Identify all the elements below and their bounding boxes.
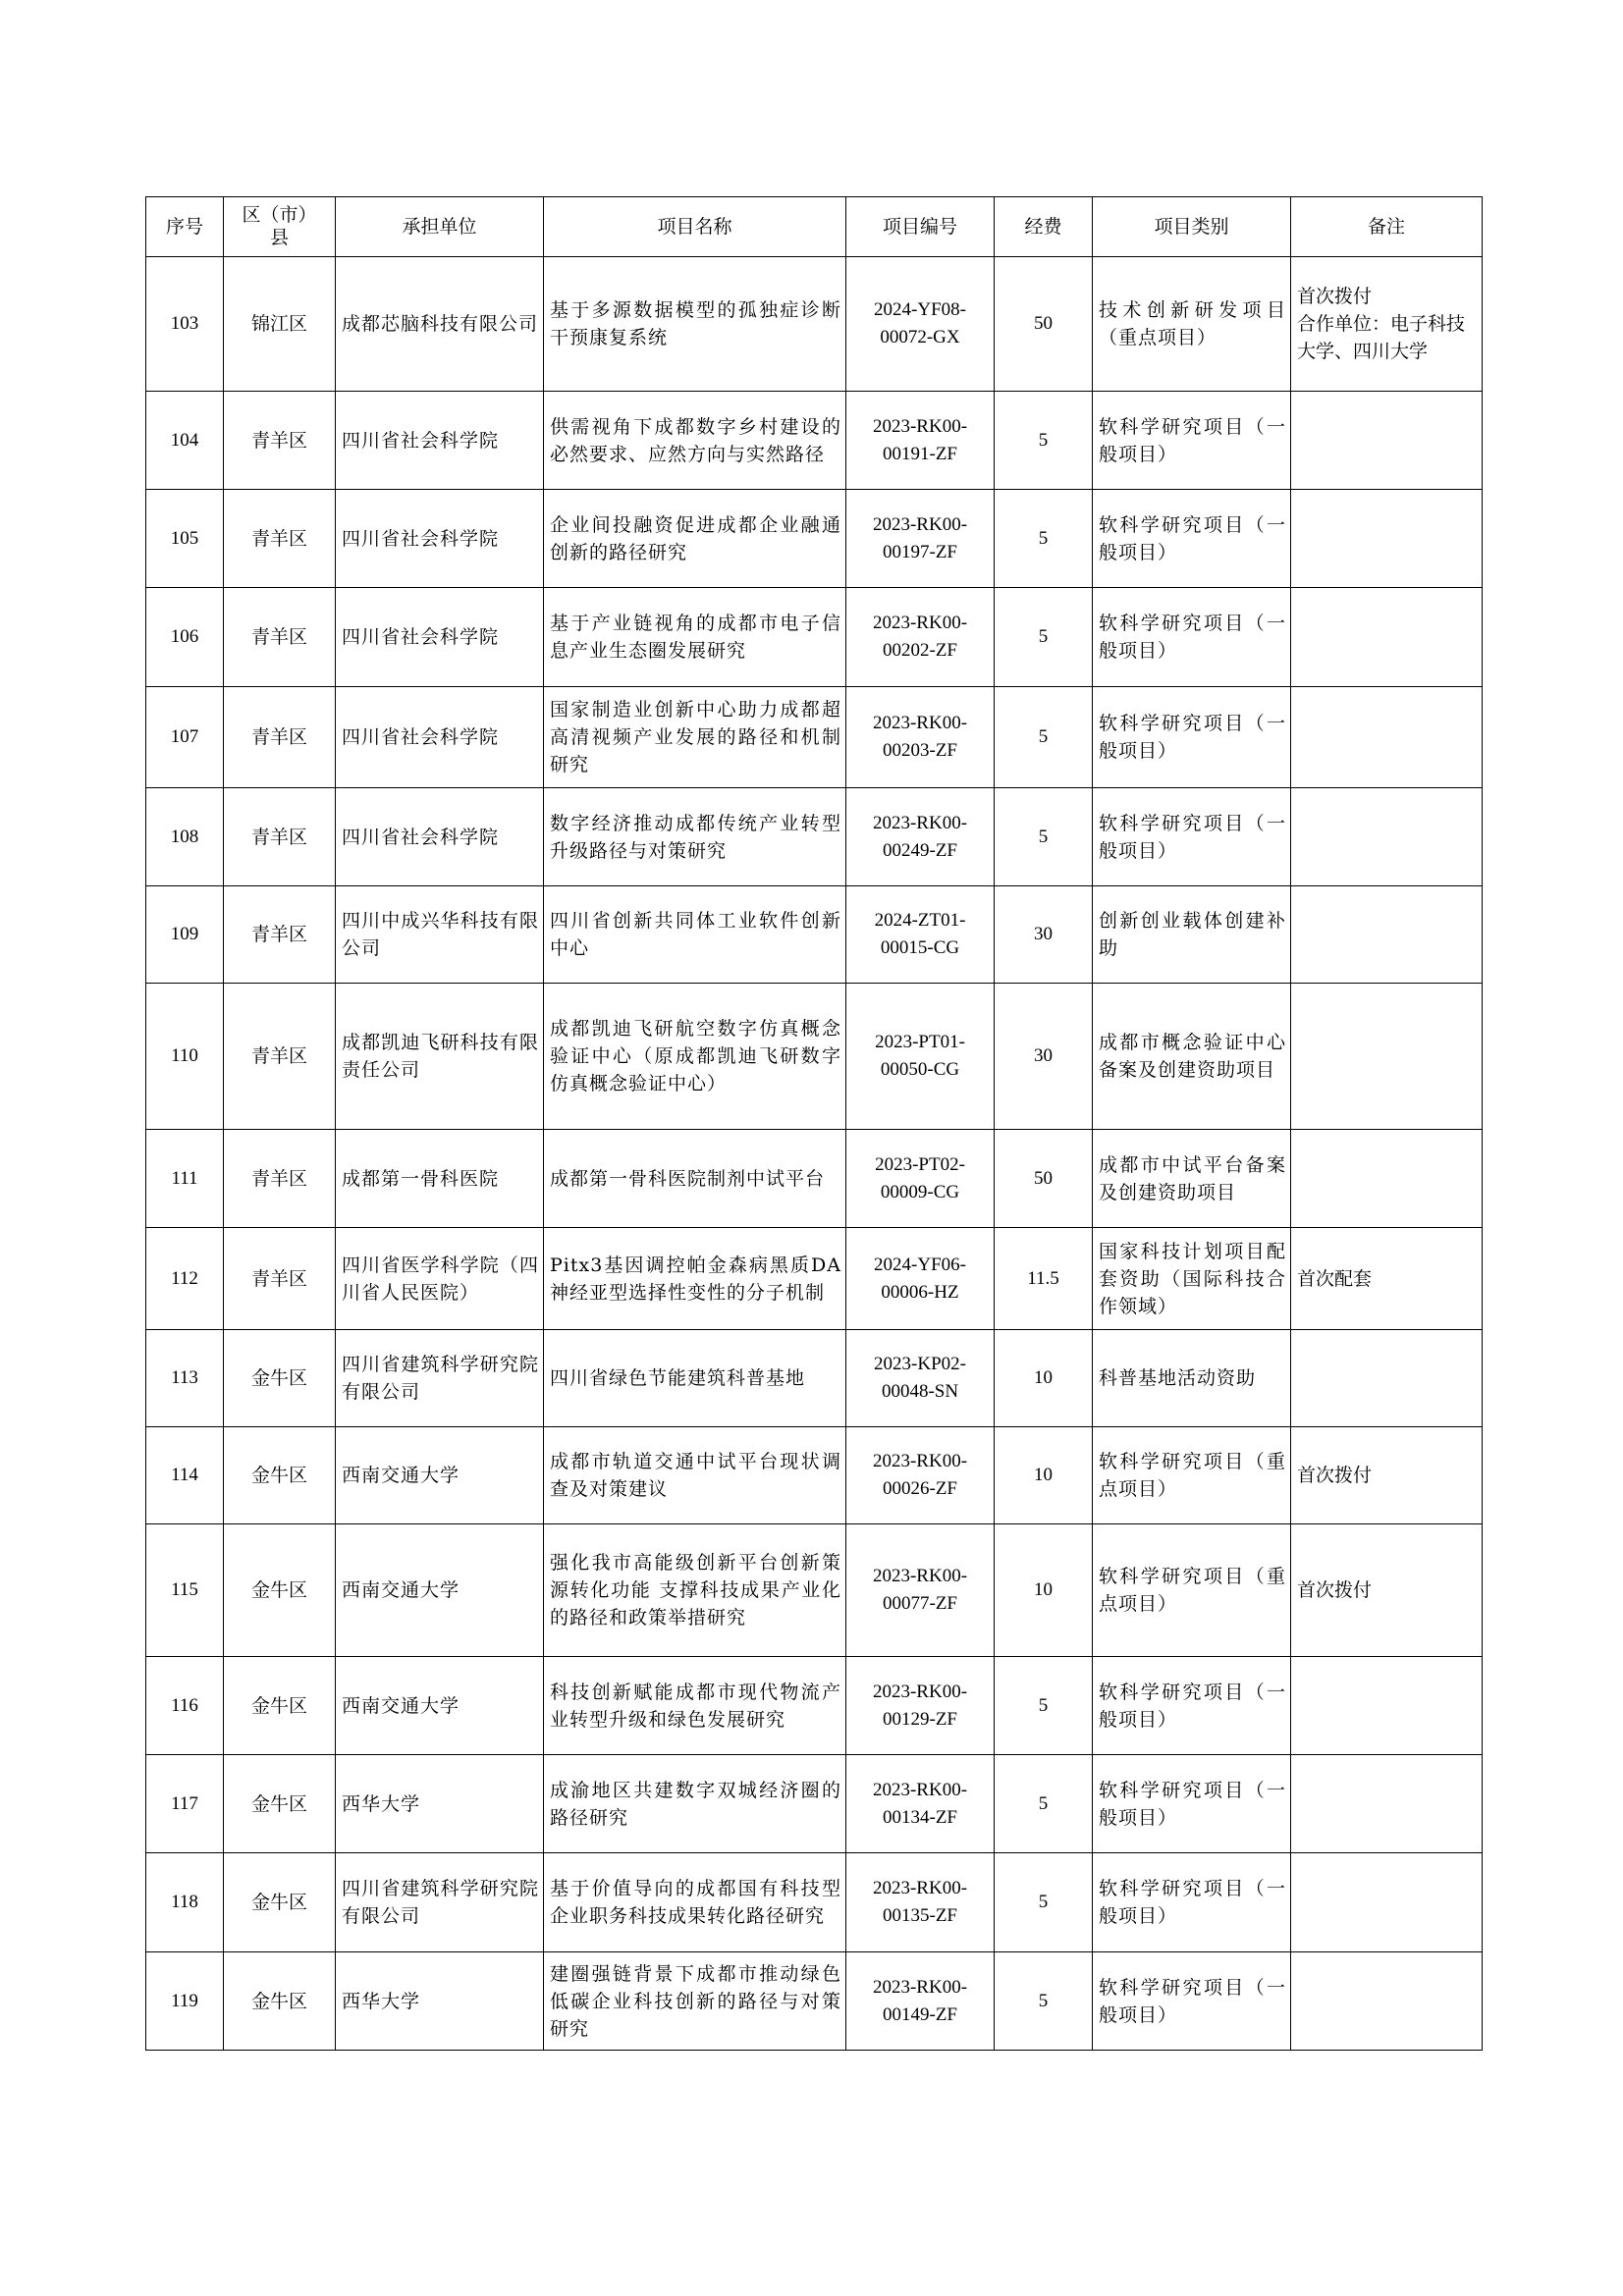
- row-remarks: [1291, 490, 1483, 588]
- project-code-line2: 00203-ZF: [883, 740, 957, 761]
- row-project-name: 科技创新赋能成都市现代物流产业转型升级和绿色发展研究: [544, 1657, 846, 1755]
- table-row: [146, 588, 1483, 687]
- project-code-line1: 2023-RK00-: [872, 1976, 968, 1998]
- row-project-name: 基于价值导向的成都国有科技型企业职务科技成果转化路径研究: [544, 1853, 846, 1952]
- row-funding: 5: [995, 1755, 1093, 1853]
- project-code-line2: 00072-GX: [880, 327, 960, 347]
- row-category: 软科学研究项目（一般项目）: [1093, 1657, 1291, 1755]
- table-row: [146, 1130, 1483, 1228]
- row-funding: 5: [995, 1657, 1093, 1755]
- row-funding: 30: [995, 886, 1093, 984]
- row-project-name: 成都市轨道交通中试平台现状调查及对策建议: [544, 1427, 846, 1524]
- header-district-line1: 区（市）: [242, 204, 317, 227]
- project-code-line1: 2023-RK00-: [872, 1779, 968, 1800]
- row-unit: 四川省社会科学院: [336, 490, 544, 588]
- row-funding: 5: [995, 1952, 1093, 2051]
- row-funding: 11.5: [995, 1228, 1093, 1330]
- row-category: 技术创新研发项目（重点项目）: [1093, 257, 1291, 392]
- row-category: 成都市概念验证中心备案及创建资助项目: [1093, 984, 1291, 1130]
- project-code-line2: 00006-HZ: [881, 1281, 959, 1303]
- row-index: 114: [146, 1427, 224, 1524]
- row-funding: 5: [995, 392, 1093, 490]
- row-project-name: 基于产业链视角的成都市电子信息产业生态圈发展研究: [544, 588, 846, 687]
- row-remarks: [1291, 392, 1483, 490]
- row-district: 青羊区: [224, 1228, 336, 1330]
- row-project-code: [846, 1130, 995, 1228]
- project-code-line2: 00149-ZF: [883, 2003, 957, 2025]
- row-district: 金牛区: [224, 1755, 336, 1853]
- row-remarks: 首次配套: [1291, 1228, 1483, 1330]
- row-remarks: [1291, 1755, 1483, 1853]
- row-category: 软科学研究项目（一般项目）: [1093, 1755, 1291, 1853]
- row-project-code: [846, 1657, 995, 1755]
- header-unit: 承担单位: [336, 197, 544, 257]
- table-header-row: [146, 197, 1483, 257]
- row-project-name: 强化我市高能级创新平台创新策源转化功能 支撑科技成果产业化的路径和政策举措研究: [544, 1524, 846, 1657]
- row-index: 103: [146, 257, 224, 392]
- table-body: [146, 257, 1483, 2051]
- row-district: 青羊区: [224, 886, 336, 984]
- row-project-code: [846, 588, 995, 687]
- row-project-code: [846, 1330, 995, 1427]
- row-category: 软科学研究项目（一般项目）: [1093, 1853, 1291, 1952]
- row-project-name: 国家制造业创新中心助力成都超高清视频产业发展的路径和机制研究: [544, 687, 846, 788]
- table-row: [146, 1952, 1483, 2051]
- project-code-line2: 00026-ZF: [883, 1478, 957, 1499]
- project-code-line2: 00050-CG: [880, 1059, 960, 1080]
- project-code-line1: 2023-PT02-: [875, 1153, 965, 1175]
- row-district: 青羊区: [224, 984, 336, 1130]
- row-district: 青羊区: [224, 392, 336, 490]
- row-funding: 10: [995, 1330, 1093, 1427]
- row-remarks: [1291, 984, 1483, 1130]
- row-remarks: [1291, 687, 1483, 788]
- row-index: 107: [146, 687, 224, 788]
- row-project-code: [846, 392, 995, 490]
- row-remarks: [1291, 1130, 1483, 1228]
- row-unit: 西南交通大学: [336, 1427, 544, 1524]
- row-index: 106: [146, 588, 224, 687]
- table-row: [146, 1755, 1483, 1853]
- header-funding: 经费: [995, 197, 1093, 257]
- project-code-line2: 00249-ZF: [883, 839, 957, 861]
- row-category: 软科学研究项目（一般项目）: [1093, 392, 1291, 490]
- project-code-line1: 2023-KP02-: [874, 1354, 966, 1374]
- row-remarks: [1291, 788, 1483, 886]
- row-district: 青羊区: [224, 687, 336, 788]
- project-code-line1: 2023-RK00-: [872, 513, 968, 535]
- row-unit: 成都凯迪飞研科技有限责任公司: [336, 984, 544, 1130]
- row-funding: 50: [995, 257, 1093, 392]
- row-project-name: 成都第一骨科医院制剂中试平台: [544, 1130, 846, 1228]
- project-code-line1: 2023-RK00-: [872, 1566, 968, 1586]
- row-remarks: [1291, 1952, 1483, 2051]
- row-district: 金牛区: [224, 1524, 336, 1657]
- row-project-code: [846, 257, 995, 392]
- row-project-name: 数字经济推动成都传统产业转型升级路径与对策研究: [544, 788, 846, 886]
- row-funding: 50: [995, 1130, 1093, 1228]
- table-row: [146, 1427, 1483, 1524]
- project-code-line1: 2023-RK00-: [872, 713, 968, 733]
- row-unit: 四川省社会科学院: [336, 392, 544, 490]
- row-project-code: [846, 490, 995, 588]
- table-row: [146, 886, 1483, 984]
- project-code-line1: 2023-RK00-: [872, 1681, 968, 1702]
- row-district: 青羊区: [224, 490, 336, 588]
- project-code-line2: 00129-ZF: [883, 1708, 957, 1730]
- row-remarks: 首次拨付 合作单位：电子科技大学、四川大学: [1291, 257, 1483, 392]
- row-project-code: [846, 886, 995, 984]
- row-index: 118: [146, 1853, 224, 1952]
- row-remarks: [1291, 1853, 1483, 1952]
- row-category: 创新创业载体创建补助: [1093, 886, 1291, 984]
- row-funding: 5: [995, 687, 1093, 788]
- row-funding: 5: [995, 1853, 1093, 1952]
- row-unit: 四川省社会科学院: [336, 687, 544, 788]
- project-code-line1: 2024-YF08-: [874, 299, 966, 320]
- row-remarks: 首次拨付: [1291, 1524, 1483, 1657]
- row-remarks: [1291, 1657, 1483, 1755]
- table-row: [146, 788, 1483, 886]
- project-code-line1: 2023-RK00-: [872, 613, 968, 633]
- row-project-code: [846, 1228, 995, 1330]
- row-project-name: 供需视角下成都数字乡村建设的必然要求、应然方向与实然路径: [544, 392, 846, 490]
- row-district: 金牛区: [224, 1657, 336, 1755]
- row-funding: 5: [995, 788, 1093, 886]
- row-index: 110: [146, 984, 224, 1130]
- row-funding: 5: [995, 588, 1093, 687]
- project-code-line2: 00015-CG: [880, 937, 960, 958]
- row-district: 锦江区: [224, 257, 336, 392]
- row-district: 青羊区: [224, 788, 336, 886]
- row-remarks: 首次拨付: [1291, 1427, 1483, 1524]
- table-row: [146, 257, 1483, 392]
- row-project-code: [846, 1755, 995, 1853]
- project-code-line1: 2024-ZT01-: [874, 910, 966, 931]
- row-category: 软科学研究项目（一般项目）: [1093, 490, 1291, 588]
- row-index: 116: [146, 1657, 224, 1755]
- header-project-code: 项目编号: [846, 197, 995, 257]
- row-unit: 四川省建筑科学研究院有限公司: [336, 1853, 544, 1952]
- row-unit: 四川省社会科学院: [336, 588, 544, 687]
- row-project-code: [846, 1952, 995, 2051]
- header-district-line2: 县: [269, 227, 289, 248]
- project-code-line2: 00197-ZF: [883, 541, 957, 562]
- row-index: 117: [146, 1755, 224, 1853]
- row-unit: 四川省医学科学院（四川省人民医院）: [336, 1228, 544, 1330]
- header-project-name: 项目名称: [544, 197, 846, 257]
- row-category: 软科学研究项目（一般项目）: [1093, 687, 1291, 788]
- row-project-name: 企业间投融资促进成都企业融通创新的路径研究: [544, 490, 846, 588]
- row-category: 软科学研究项目（一般项目）: [1093, 788, 1291, 886]
- row-project-name: 四川省绿色节能建筑科普基地: [544, 1330, 846, 1427]
- project-code-line1: 2023-RK00-: [872, 415, 968, 437]
- header-category: 项目类别: [1093, 197, 1291, 257]
- row-index: 111: [146, 1130, 224, 1228]
- row-remarks: [1291, 588, 1483, 687]
- row-unit: 四川省建筑科学研究院有限公司: [336, 1330, 544, 1427]
- project-code-line1: 2024-YF06-: [874, 1254, 966, 1275]
- row-funding: 5: [995, 490, 1093, 588]
- project-code-line2: 00048-SN: [881, 1381, 959, 1402]
- row-funding: 10: [995, 1524, 1093, 1657]
- row-unit: 四川省社会科学院: [336, 788, 544, 886]
- row-category: 成都市中试平台备案及创建资助项目: [1093, 1130, 1291, 1228]
- row-index: 109: [146, 886, 224, 984]
- row-unit: 西南交通大学: [336, 1524, 544, 1657]
- project-code-line2: 00191-ZF: [883, 443, 957, 464]
- row-index: 108: [146, 788, 224, 886]
- row-project-code: [846, 1427, 995, 1524]
- table-row: [146, 392, 1483, 490]
- row-district: 金牛区: [224, 1330, 336, 1427]
- row-project-code: [846, 1853, 995, 1952]
- table-row: [146, 1853, 1483, 1952]
- row-index: 119: [146, 1952, 224, 2051]
- row-remarks: [1291, 1330, 1483, 1427]
- row-project-code: [846, 1524, 995, 1657]
- row-project-name: 成渝地区共建数字双城经济圈的路径研究: [544, 1755, 846, 1853]
- row-unit: 西华大学: [336, 1952, 544, 2051]
- row-category: 科普基地活动资助: [1093, 1330, 1291, 1427]
- row-district: 青羊区: [224, 1130, 336, 1228]
- project-funding-table: [145, 196, 1483, 2051]
- row-index: 112: [146, 1228, 224, 1330]
- row-project-code: [846, 788, 995, 886]
- table-row: [146, 687, 1483, 788]
- row-funding: 30: [995, 984, 1093, 1130]
- project-code-line2: 00134-ZF: [883, 1806, 957, 1828]
- project-code-line2: 00135-ZF: [883, 1905, 957, 1926]
- table-row: [146, 490, 1483, 588]
- row-unit: 成都第一骨科医院: [336, 1130, 544, 1228]
- row-project-name: 成都凯迪飞研航空数字仿真概念验证中心（原成都凯迪飞研数字仿真概念验证中心）: [544, 984, 846, 1130]
- row-category: 软科学研究项目（重点项目）: [1093, 1427, 1291, 1524]
- table-row: [146, 1228, 1483, 1330]
- project-code-line2: 00202-ZF: [883, 640, 957, 661]
- project-code-line2: 00077-ZF: [883, 1593, 957, 1614]
- row-project-code: [846, 984, 995, 1130]
- row-district: 金牛区: [224, 1427, 336, 1524]
- row-index: 115: [146, 1524, 224, 1657]
- row-remarks: [1291, 886, 1483, 984]
- row-unit: 四川中成兴华科技有限公司: [336, 886, 544, 984]
- project-code-line1: 2023-RK00-: [872, 1878, 968, 1898]
- row-district: 金牛区: [224, 1853, 336, 1952]
- project-code-line1: 2023-PT01-: [875, 1032, 965, 1052]
- table-row: [146, 1330, 1483, 1427]
- row-project-name: 建圈强链背景下成都市推动绿色低碳企业科技创新的路径与对策研究: [544, 1952, 846, 2051]
- table-row: [146, 1657, 1483, 1755]
- row-category: 软科学研究项目（一般项目）: [1093, 588, 1291, 687]
- header-index: 序号: [146, 197, 224, 257]
- row-index: 113: [146, 1330, 224, 1427]
- row-unit: 西南交通大学: [336, 1657, 544, 1755]
- row-unit: 成都芯脑科技有限公司: [336, 257, 544, 392]
- header-district: [224, 197, 336, 257]
- project-code-line1: 2023-RK00-: [872, 812, 968, 833]
- row-district: 青羊区: [224, 588, 336, 687]
- row-index: 104: [146, 392, 224, 490]
- row-category: 软科学研究项目（一般项目）: [1093, 1952, 1291, 2051]
- row-category: 软科学研究项目（重点项目）: [1093, 1524, 1291, 1657]
- row-index: 105: [146, 490, 224, 588]
- row-funding: 10: [995, 1427, 1093, 1524]
- row-category: 国家科技计划项目配套资助（国际科技合作领域）: [1093, 1228, 1291, 1330]
- table-row: [146, 1524, 1483, 1657]
- row-district: 金牛区: [224, 1952, 336, 2051]
- row-unit: 西华大学: [336, 1755, 544, 1853]
- row-project-code: [846, 687, 995, 788]
- project-code-line1: 2023-RK00-: [872, 1451, 968, 1471]
- table-row: [146, 984, 1483, 1130]
- project-code-line2: 00009-CG: [880, 1181, 960, 1202]
- row-project-name: 四川省创新共同体工业软件创新中心: [544, 886, 846, 984]
- header-remarks: 备注: [1291, 197, 1483, 257]
- row-project-name: 基于多源数据模型的孤独症诊断干预康复系统: [544, 257, 846, 392]
- row-project-name: Pitx3基因调控帕金森病黑质DA神经亚型选择性变性的分子机制: [544, 1228, 846, 1330]
